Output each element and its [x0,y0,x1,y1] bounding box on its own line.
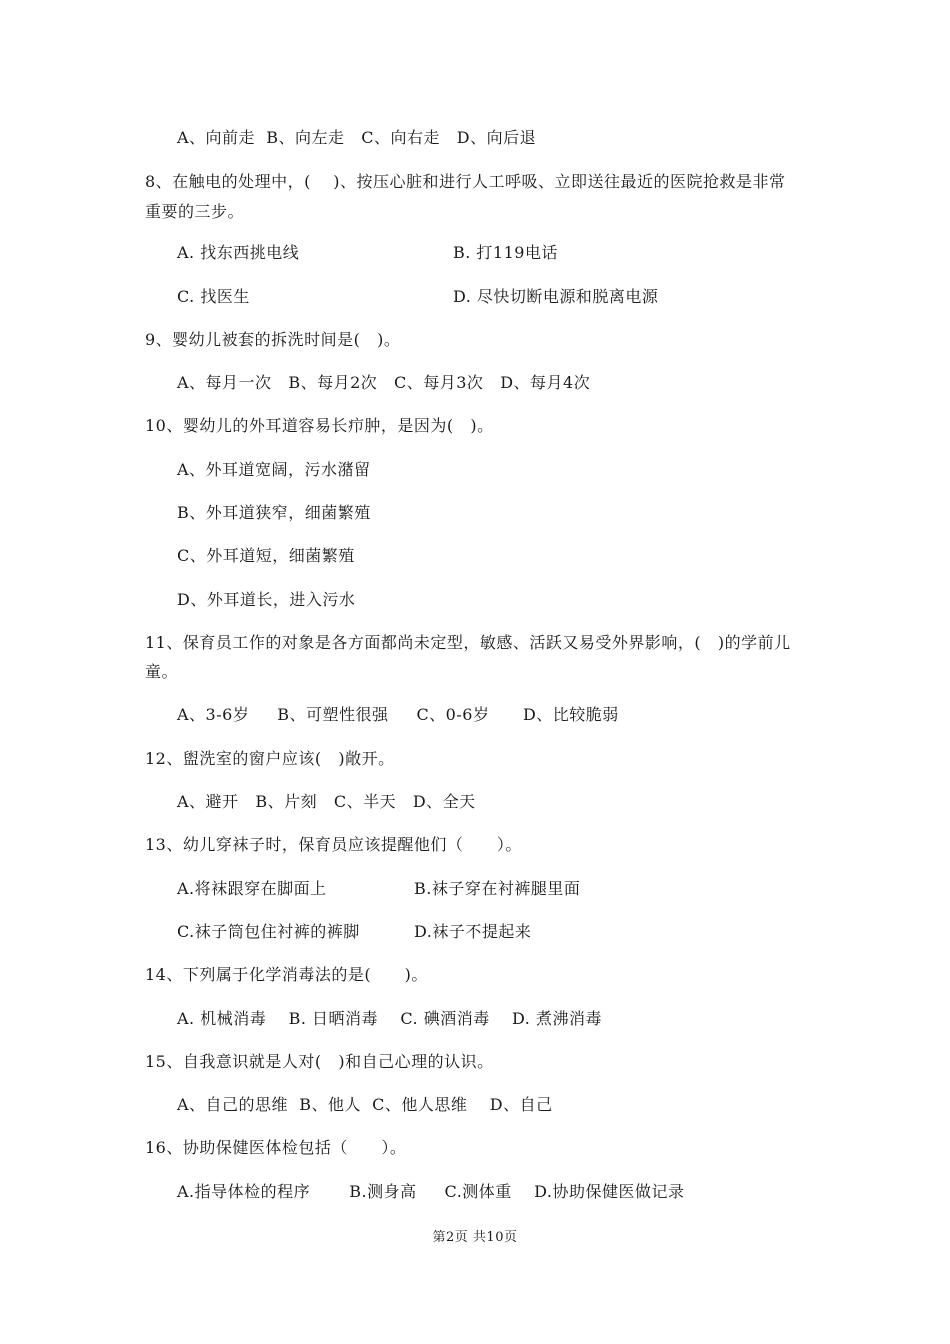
option-line: A. 机械消毒 B. 日晒消毒 C. 碘酒消毒 D. 煮沸消毒 [177,1009,602,1028]
option-line: C、外耳道短，细菌繁殖 [177,546,355,565]
question-line: 童。 [145,662,179,681]
question-line: 9、婴幼儿被套的拆洗时间是( )。 [145,330,401,349]
option-line: A、每月一次 B、每月2次 C、每月3次 D、每月4次 [177,373,591,392]
question-line: 10、婴幼儿的外耳道容易长疖肿，是因为( )。 [145,416,494,435]
option-line: A. 找东西挑电线 [177,243,300,262]
question-line: 8、在触电的处理中，( )、按压心脏和进行人工呼吸、立即送往最近的医院抢救是非常 [145,172,786,191]
option-line: D、外耳道长，进入污水 [177,590,356,609]
option-line: A、外耳道宽阔，污水潴留 [177,460,371,479]
page-footer: 第2页 共10页 [432,1230,518,1245]
option-line: A.将袜跟穿在脚面上 [177,879,327,898]
option-line: B.袜子穿在衬裤腿里面 [414,879,581,898]
option-line: B. 打119电话 [453,243,558,262]
option-line: B、外耳道狭窄，细菌繁殖 [177,503,371,522]
option-line: C. 找医生 [177,287,250,306]
option-line: A、向前走 B、向左走 C、向右走 D、向后退 [177,128,537,147]
option-line: A、自己的思维 B、他人 C、他人思维 D、自己 [177,1095,553,1114]
question-line: 14、下列属于化学消毒法的是( )。 [145,965,428,984]
question-line: 13、幼儿穿袜子时，保育员应该提醒他们（ ）。 [145,835,522,854]
question-line: 15、自我意识就是人对( )和自己心理的认识。 [145,1052,494,1071]
question-line: 重要的三步。 [145,202,245,221]
question-line: 16、协助保健医体检包括（ ）。 [145,1138,407,1157]
option-line: A.指导体检的程序 B.测身高 C.测体重 D.协助保健医做记录 [177,1182,685,1201]
question-line: 11、保育员工作的对象是各方面都尚未定型，敏感、活跃又易受外界影响，( )的学前儿 [145,633,791,652]
option-line: A、避开 B、片刻 C、半天 D、全天 [177,792,476,811]
question-line: 12、盥洗室的窗户应该( )敞开。 [145,749,395,768]
option-line: C.袜子筒包住衬裤的裤脚 [177,922,360,941]
option-line: D.袜子不提起来 [414,922,532,941]
option-line: A、3-6岁 B、可塑性很强 C、0-6岁 D、比较脆弱 [177,705,619,724]
option-line: D. 尽快切断电源和脱离电源 [453,287,659,306]
